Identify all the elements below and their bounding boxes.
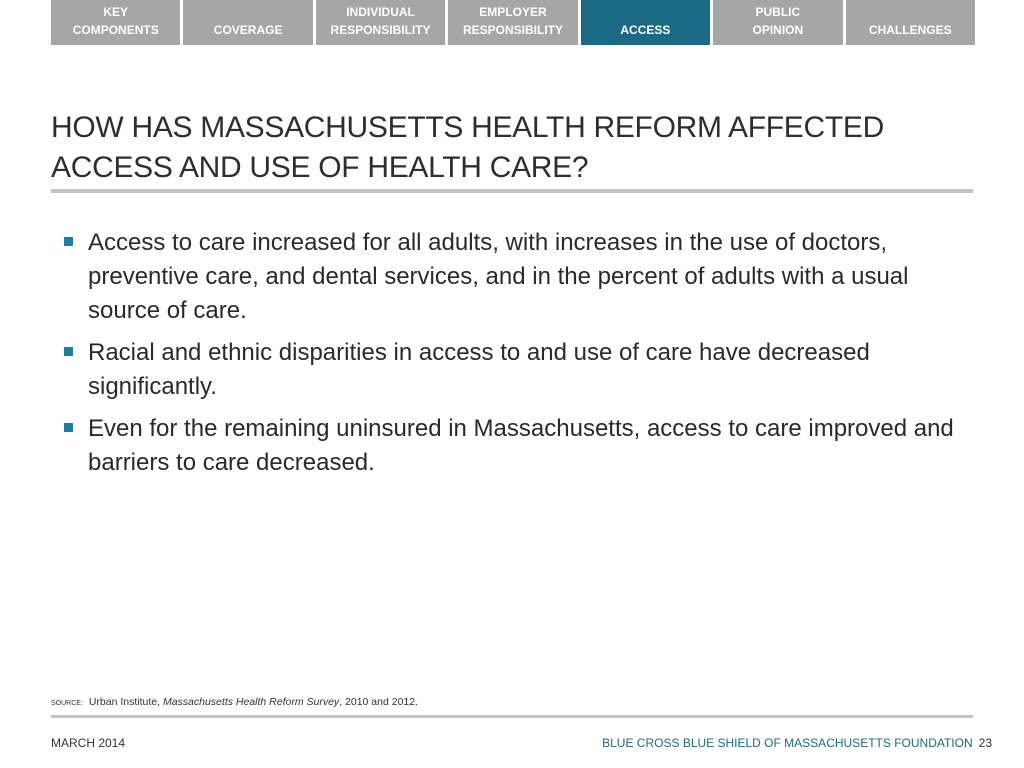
tab-coverage[interactable]: COVERAGE (183, 0, 312, 45)
source-title: Massachusetts Health Reform Survey (162, 696, 340, 708)
tab-access[interactable]: ACCESS (581, 0, 710, 45)
square-bullet-icon (64, 423, 73, 432)
square-bullet-icon (64, 237, 73, 246)
slide-title: HOW HAS MASSACHUSETTS HEALTH REFORM AFFECTED ACCESS AND USE OF HEALTH CARE? (51, 111, 884, 184)
footer-date: MARCH 2014 (51, 736, 126, 750)
tab-public-opinion[interactable]: PUBLIC OPINION (713, 0, 842, 45)
tab-key-components[interactable]: KEY COMPONENTS (51, 0, 180, 45)
title-divider (51, 189, 973, 193)
section-nav (51, 0, 975, 45)
square-bullet-icon (64, 347, 73, 356)
footer-org: BLUE CROSS BLUE SHIELD OF MASSACHUSETTS FOUNDATION (602, 736, 973, 750)
footer-branding (602, 736, 992, 750)
source-note (51, 696, 418, 708)
tab-employer-responsibility[interactable]: EMPLOYER RESPONSIBILITY (448, 0, 577, 45)
source-text-after: , 2010 and 2012. (339, 696, 419, 708)
source-text-before: Urban Institute, (88, 696, 163, 708)
page-number: 23 (978, 736, 992, 750)
source-label: SOURCE: (51, 700, 83, 707)
bullet-item (60, 336, 960, 404)
bullet-text: Access to care increased for all adults, with increases in the use of doctors, preventive care, and dental services, and in the percent of adults with a usual source of care. (88, 229, 909, 324)
tab-individual-responsibility[interactable]: INDIVIDUAL RESPONSIBILITY (316, 0, 445, 45)
tab-challenges[interactable]: CHALLENGES (846, 0, 975, 45)
bullet-list (60, 226, 960, 488)
footer-divider (51, 715, 973, 718)
bullet-item (60, 412, 960, 480)
bullet-item (60, 226, 960, 328)
bullet-text: Racial and ethnic disparities in access to and use of care have decreased significantly. (88, 339, 870, 400)
bullet-text: Even for the remaining uninsured in Massachusetts, access to care improved and barriers to care decreased. (88, 415, 954, 476)
